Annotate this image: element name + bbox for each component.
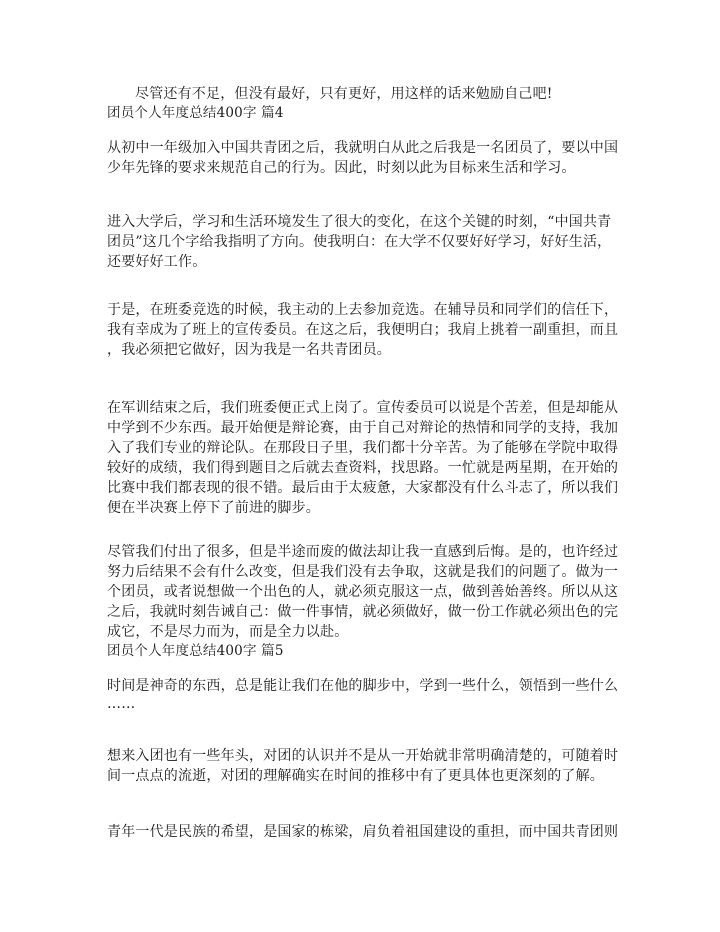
paragraph-line: ，我必须把它做好，因为我是一名共青团员。: [107, 342, 391, 358]
paragraph-line: 努力后结果不会有什么改变，但是我们没有去争取，这就是我们的问题了。做为一: [107, 564, 619, 580]
paragraph-line: 青年一代是民族的希望，是国家的栋梁，肩负着祖国建设的重担，而中国共青团则: [107, 824, 619, 840]
paragraph-line: 团员”这几个字给我指明了方向。使我明白：在大学不仅要好好学习，好好生活，: [107, 234, 612, 250]
paragraph-line: 间一点点的流逝，对团的理解确实在时间的推移中有了更具体也更深刻的了解。: [107, 768, 604, 784]
paragraph-line: 中学到不少东西。最开始便是辩论赛，由于自己对辩论的热情和同学的支持，我加: [107, 420, 619, 436]
paragraph-line: 入了我们专业的辩论队。在那段日子里，我们都十分辛苦。为了能够在学院中取得: [107, 440, 619, 456]
paragraph-line: 在军训结束之后，我们班委便正式上岗了。宣传委员可以说是个苦差，但是却能从: [107, 400, 619, 416]
paragraph-line: 便在半决赛上停下了前进的脚步。: [107, 500, 320, 516]
paragraph-line: 少年先锋的要求来规范自己的行为。因此，时刻以此为目标来生活和学习。: [107, 160, 576, 176]
paragraph-line: 时间是神奇的东西，总是能让我们在他的脚步中，学到一些什么，领悟到一些什么: [107, 678, 619, 694]
section-heading: 团员个人年度总结400字 篇4: [107, 105, 284, 121]
paragraph-line: 之后，我就时刻告诫自己：做一件事情，就必须做好，做一份工作就必须出色的完: [107, 604, 619, 620]
paragraph-line: 想来入团也有一些年头，对团的认识并不是从一开始就非常明确清楚的，可随着时: [107, 748, 619, 764]
paragraph-line: 从初中一年级加入中国共青团之后，我就明白从此之后我是一名团员了，要以中国: [107, 140, 619, 156]
paragraph-line: 成它，不是尽力而为，而是全力以赴。: [107, 624, 349, 640]
paragraph-line: 尽管还有不足，但没有最好，只有更好，用这样的话来勉励自己吧!: [135, 86, 553, 102]
paragraph-line: 我有幸成为了班上的宣传委员。在这之后，我便明白；我肩上挑着一副重担，而且: [107, 322, 619, 338]
paragraph-line: 进入大学后，学习和生活环境发生了很大的变化，在这个关键的时刻，“中国共青: [107, 214, 612, 230]
paragraph-line: ……: [107, 696, 136, 712]
paragraph-line: 于是，在班委竞选的时候，我主动的上去参加竞选。在辅导员和同学们的信任下，: [107, 302, 619, 318]
paragraph-line: 比赛中我们都表现的很不错。最后由于太疲惫，大家都没有什么斗志了，所以我们: [107, 480, 619, 496]
paragraph-line: 尽管我们付出了很多，但是半途而废的做法却让我一直感到后悔。是的，也许经过: [107, 544, 619, 560]
paragraph-line: 还要好好工作。: [107, 254, 207, 270]
section-heading: 团员个人年度总结400字 篇5: [107, 643, 284, 659]
paragraph-line: 个团员，或者说想做一个出色的人，就必须克服这一点，做到善始善终。所以从这: [107, 584, 619, 600]
paragraph-line: 较好的成绩，我们得到题目之后就去查资料，找思路。一忙就是两星期，在开始的: [107, 460, 619, 476]
